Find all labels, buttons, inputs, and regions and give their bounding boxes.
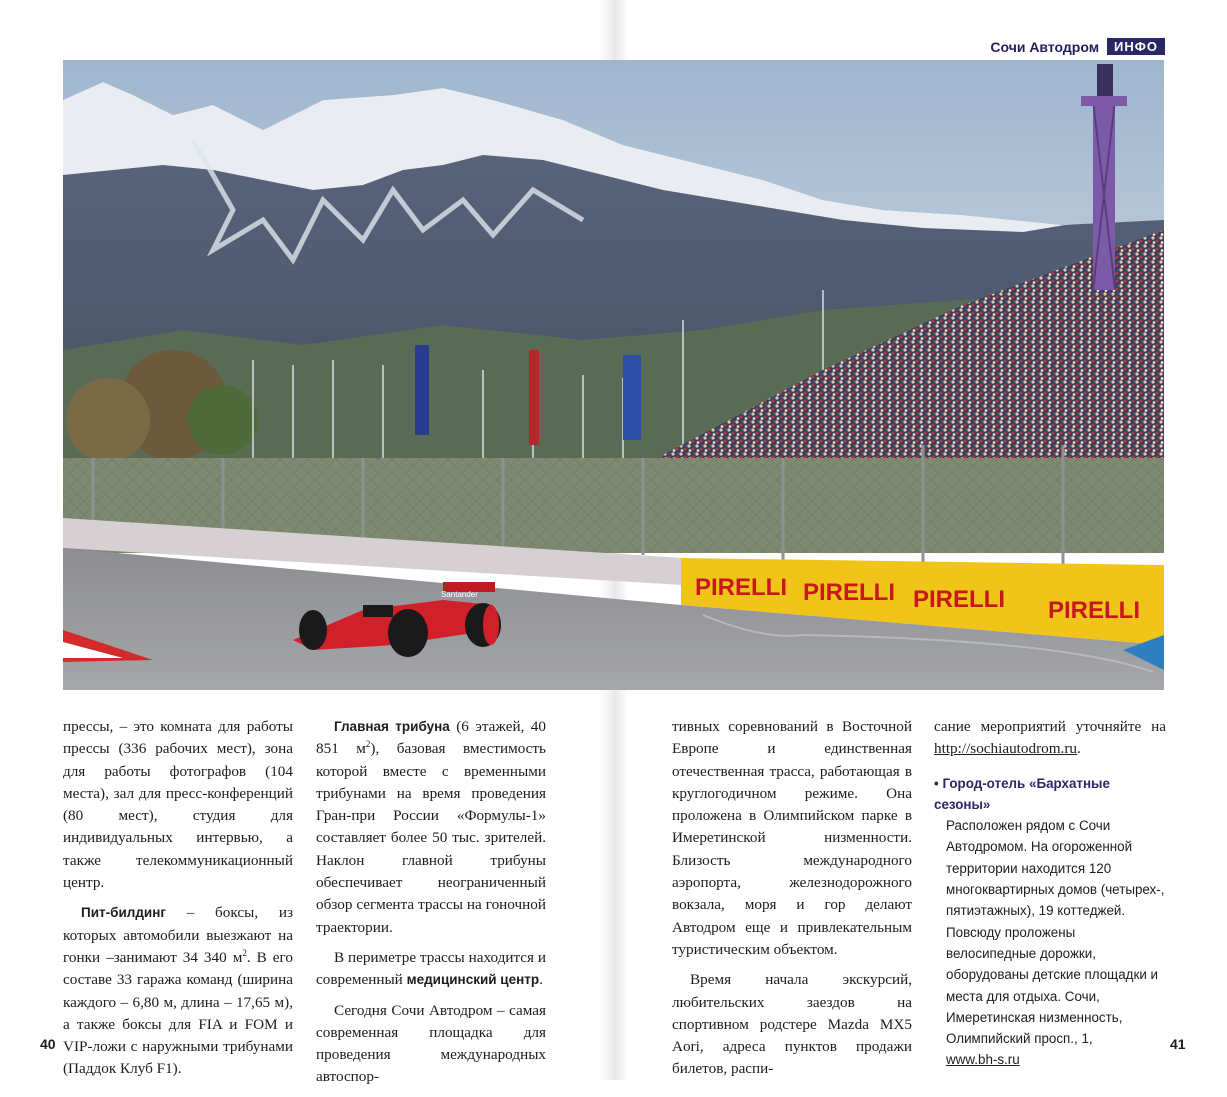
- medical-center-term: медицинский центр: [406, 972, 540, 988]
- pit-building-term: Пит-билдинг: [81, 905, 166, 921]
- sochiautodrom-link[interactable]: http://sochiautodrom.ru: [934, 740, 1077, 758]
- bullet-icon: •: [934, 775, 939, 791]
- pirelli-logo-3: PIRELLI: [913, 586, 1006, 613]
- page-number-right: 41: [1170, 1036, 1186, 1052]
- race-photo: [63, 60, 1164, 690]
- flag-red: [529, 350, 539, 445]
- col2-paragraph-1: Главная трибуна (6 этажей, 40 851 $м^2$), базовая вместимость которой вместе с временными трибунами на время проведения Гран-при России «Формулы-1» составляет более 50 тыс. зрителей. Наклон главной трибуны обеспечивает неограниченный обзор сегмента трассы на гоночной траектории.: [316, 718, 546, 936]
- pirelli-logo-4: PIRELLI: [1048, 597, 1141, 624]
- hotel-description: Расположен рядом с Сочи Автодромом. На огороженной территории находится 120 многоквартирных домов (четырех-, пятиэтажных), 19 коттеджей. Повсюду проложены велосипедные дорожки, оборудованы детские площадки и места для отдыха. Сочи, Имеретинская низменность, Олимпийский просп., 1,: [946, 818, 1165, 1047]
- flag-blue: [415, 345, 429, 435]
- col2-paragraph-2: В периметре трассы находится и современный медицинский центр.: [316, 948, 546, 989]
- column-2: [316, 716, 546, 1097]
- page-header: [990, 38, 1165, 55]
- hotel-info: [934, 773, 1166, 1071]
- info-tag: ИНФО: [1107, 38, 1165, 55]
- col4-paragraph-1: сание мероприятий уточняйте на http://sochiautodrom.ru.: [934, 718, 1166, 758]
- column-3: [672, 716, 912, 1089]
- column-4: [934, 716, 1166, 1071]
- pirelli-logo-2: PIRELLI: [803, 579, 896, 606]
- hotel-title: Город-отель «Бархатные сезоны»: [934, 775, 1110, 812]
- column-1: [63, 716, 293, 1089]
- section-title: Сочи Автодром: [990, 38, 1100, 55]
- col3-paragraph-1: тивных соревнований в Восточной Европе и единственная отечественная трасса, работающая в круглогодичном режиме. Она проложена в Олимпийском парке в Имеретинской низменности. Близость международного аэропорта, железнодорожного вокзала, моря и гор делают Автодром еще и привлекательным туристическим объектом.: [672, 718, 912, 958]
- car-sponsor-text: Santander: [441, 590, 478, 599]
- pirelli-logo-1: PIRELLI: [695, 574, 788, 601]
- hotel-link[interactable]: www.bh-s.ru: [946, 1052, 1020, 1068]
- flag-blue-2: [623, 355, 641, 440]
- page-number-left: 40: [40, 1036, 56, 1052]
- col1-paragraph-2: Пит-билдинг – боксы, из которых автомобили выезжают на гонки –занимают 34 340 $м^2$. В его составе 33 гаража команд (ширина каждого – 6,80 м, длина – 17,65 м), а также боксы для FIA и FOM и VIP-ложи с наружными трибунами (Паддок Клуб F1).: [63, 904, 293, 1078]
- col3-paragraph-2: Время начала экскурсий, любительских заездов на спортивном родстере Mazda MX5 Aori, адреса пунктов продажи билетов, распи-: [672, 971, 912, 1078]
- col2-paragraph-3: Сегодня Сочи Автодром – самая современная площадка для проведения международных автоспор-: [316, 1001, 546, 1086]
- col1-paragraph-1: прессы, – это комната для работы прессы (336 рабочих мест), зона для работы фотографов (104 места), зал для пресс-конференций (80 мест), студия для индивидуальных интервью, а также телекоммуникационный центр.: [63, 718, 293, 892]
- main-stand-term: Главная трибуна: [334, 719, 450, 734]
